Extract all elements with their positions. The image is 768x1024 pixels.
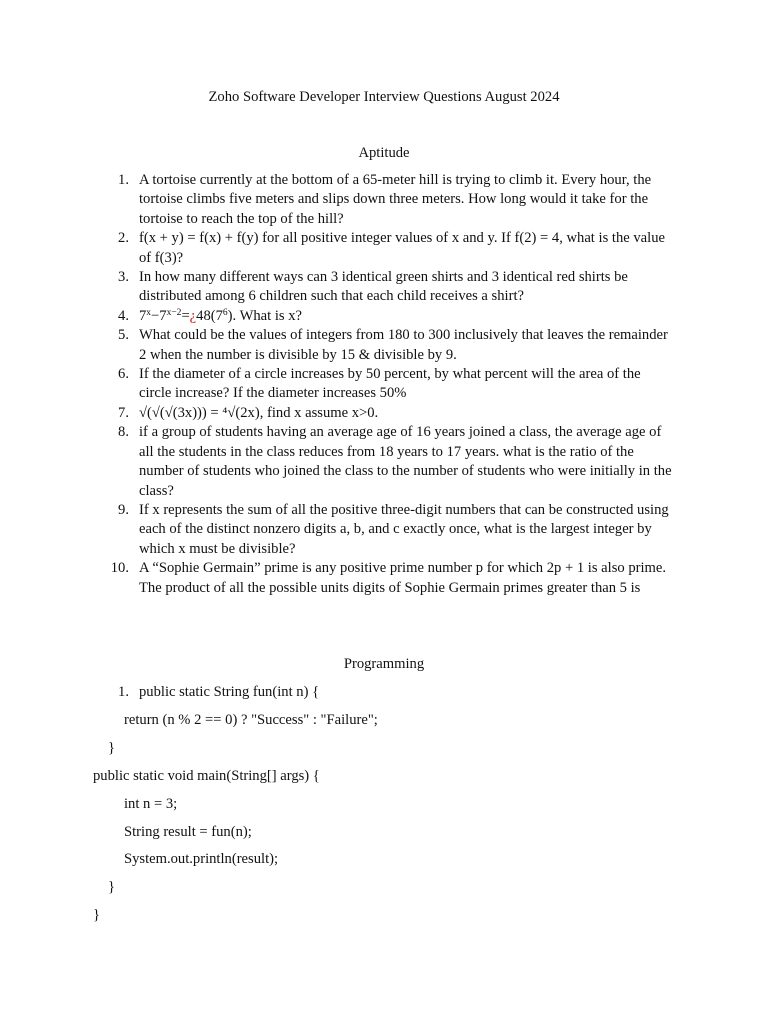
question-item — [105, 268, 675, 307]
aptitude-heading: Aptitude — [358, 145, 410, 161]
question-item — [105, 307, 675, 326]
question-item — [105, 171, 675, 229]
code-line: int n = 3; — [124, 796, 178, 812]
equation-exponent: x — [146, 307, 152, 318]
code-line: return (n % 2 == 0) ? "Success" : "Failure"; — [124, 712, 378, 728]
question-number: 2. — [118, 230, 129, 247]
equation-error-glyph: ¿ — [189, 307, 197, 324]
code-line: public static String fun(int n) { — [139, 684, 320, 700]
equation-exponent: 6 — [222, 307, 228, 318]
code-item-number: 1. — [118, 684, 129, 700]
question-text: √(√(√(3x))) = ⁴√(2x), find x assume x>0. — [139, 404, 379, 421]
question-item — [105, 423, 675, 501]
question-number: 1. — [118, 172, 129, 188]
question-item — [105, 501, 675, 559]
question-text: If the diameter of a circle increases by 50 percent, by what percent will the area of the circle increase? If the diameter increases 50% — [139, 366, 641, 402]
question-item — [105, 404, 675, 423]
question-number: 8. — [118, 424, 129, 441]
question-text: A “Sophie Germain” prime is any positive prime number p for which 2p + 1 is also prime. The product of all the possible units digits of Sophie Germain primes greater than 5 is — [139, 560, 667, 596]
code-line: } — [93, 907, 101, 923]
question-text-tail: ). What is x? — [227, 307, 302, 324]
question-text: What could be the values of integers from 180 to 300 inclusively that leaves the remainder 2 when the number is divisible by 15 & divisible by 9. — [139, 327, 668, 363]
equation-exponent: x−2 — [166, 307, 182, 318]
question-number: 3. — [118, 269, 129, 286]
code-line: } — [108, 740, 116, 756]
question-text: In how many different ways can 3 identical green shirts and 3 identical red shirts be distributed among 6 children such that each child receives a shirt? — [139, 269, 628, 305]
question-text-equation — [139, 308, 302, 324]
code-line: String result = fun(n); — [124, 824, 252, 840]
aptitude-question-list — [105, 171, 675, 598]
question-number: 6. — [118, 366, 129, 383]
question-text: If x represents the sum of all the positive three-digit numbers that can be constructed using each of the distinct nonzero digits a, b, and c exactly once, what is the largest integer by which x must be divisible? — [139, 501, 669, 557]
question-number: 5. — [118, 327, 129, 344]
question-number: 4. — [118, 307, 129, 324]
equation-equals: = — [181, 307, 190, 324]
question-number: 7. — [118, 404, 129, 421]
question-text: if a group of students having an average age of 16 years joined a class, the average age of all the students in the class reduces from 18 years to 17 years. what is the ratio of the number of students who joined the class to the number of students who were initially in the class? — [139, 424, 672, 499]
question-item — [105, 365, 675, 404]
question-text: A tortoise currently at the bottom of a 65-meter hill is trying to climb it. Every hour, the tortoise climbs five meters and slips down three meters. How long would it take for the tortoise to reach the top of the hill? — [139, 172, 652, 227]
question-item — [105, 559, 675, 598]
programming-heading: Programming — [343, 656, 425, 672]
question-item — [105, 326, 675, 365]
equation-term: −7 — [151, 307, 167, 324]
document-title: Zoho Software Developer Interview Questions August 2024 — [208, 89, 560, 105]
question-number: 10. — [110, 560, 129, 577]
question-text: f(x + y) = f(x) + f(y) for all positive integer values of x and y. If f(2) = 4, what is the value of f(3)? — [139, 230, 665, 266]
code-line: System.out.println(result); — [124, 851, 279, 867]
code-line: } — [108, 879, 116, 895]
code-line: public static void main(String[] args) { — [93, 768, 320, 784]
question-item — [105, 229, 675, 268]
equation-term: 48(7 — [196, 307, 223, 324]
equation-base: 7 — [139, 307, 147, 324]
question-number: 9. — [118, 501, 129, 518]
